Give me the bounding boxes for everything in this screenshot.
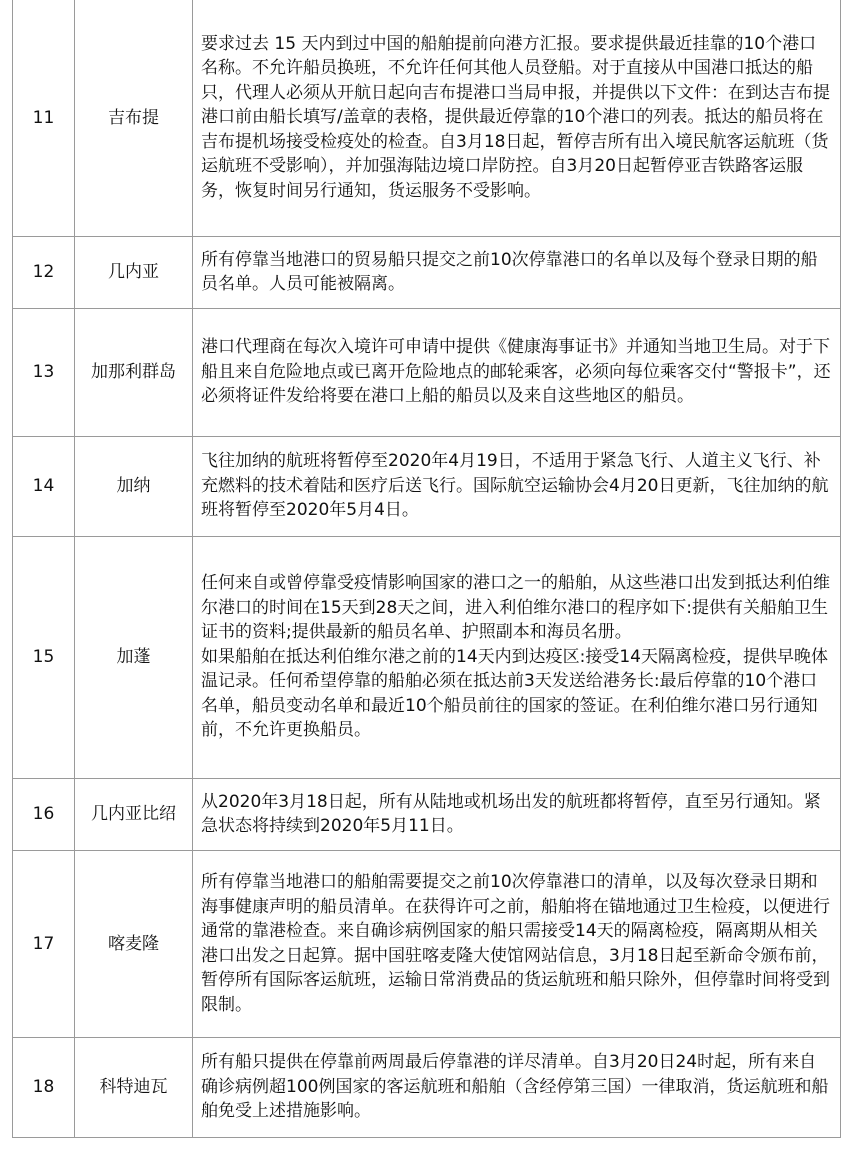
row-number: 15 xyxy=(13,537,75,779)
description-paragraph: 港口代理商在每次入境许可申请中提供《健康海事证书》并通知当地卫生局。对于下船且来自危险地点或已离开危险地点的邮轮乘客，必须向每位乘客交付“警报卡”，还必须将证件发给将要在港口上船的船员以及来自这些地区的船员。 xyxy=(201,337,831,407)
table-row xyxy=(13,437,841,537)
table-row xyxy=(13,779,841,851)
row-number: 17 xyxy=(13,851,75,1038)
description-paragraph: 如果船舶在抵达利伯维尔港之前的14天内到达疫区:接受14天隔离检疫，提供早晚体温记录。任何希望停靠的船舶必须在抵达前3天发送给港务长:最后停靠的10个港口名单，船员变动名单和最近10个船员前往的国家的签证。在利伯维尔港口另行通知前，不允许更换船员。 xyxy=(201,646,828,741)
measure-description xyxy=(193,237,841,309)
description-paragraph: 飞往加纳的航班将暂停至2020年4月19日，不适用于紧急飞行、人道主义飞行、补充燃料的技术着陆和医疗后送飞行。国际航空运输协会4月20日更新，飞往加纳的航班将暂停至2020年5月4日。 xyxy=(201,451,829,521)
description-paragraph: 所有停靠当地港口的船舶需要提交之前10次停靠港口的清单，以及每次登录日期和海事健康声明的船员清单。在获得许可之前，船舶将在锚地通过卫生检疫，以便进行通常的靠港检查。来自确诊病例国家的船只需接受14天的隔离检疫，隔离期从相关港口出发之日起算。据中国驻喀麦隆大使馆网站信息，3月18日起至新命令颁布前，暂停所有国际客运航班，运输日常消费品的货运航班和船只除外，但停靠时间将受到限制。 xyxy=(201,872,830,1015)
measure-description xyxy=(193,309,841,437)
table-row xyxy=(13,309,841,437)
country-name: 喀麦隆 xyxy=(75,851,193,1038)
country-name: 几内亚比绍 xyxy=(75,779,193,851)
table-row xyxy=(13,237,841,309)
country-name: 科特迪瓦 xyxy=(75,1038,193,1138)
row-number: 16 xyxy=(13,779,75,851)
measure-description xyxy=(193,537,841,779)
row-number: 13 xyxy=(13,309,75,437)
description-paragraph: 从2020年3月18日起，所有从陆地或机场出发的航班都将暂停，直至另行通知。紧急状态将持续到2020年5月11日。 xyxy=(201,791,821,836)
measure-description xyxy=(193,437,841,537)
table-row xyxy=(13,0,841,237)
country-name: 加纳 xyxy=(75,437,193,537)
measure-description xyxy=(193,851,841,1038)
table-row xyxy=(13,1038,841,1138)
description-paragraph: 所有船只提供在停靠前两周最后停靠港的详尽清单。自3月20日24时起，所有来自确诊病例超100例国家的客运航班和船舶（含经停第三国）一律取消，货运航班和船舶免受上述措施影响。 xyxy=(201,1052,829,1122)
measure-description xyxy=(193,779,841,851)
row-number: 11 xyxy=(13,0,75,237)
measure-description xyxy=(193,1038,841,1138)
table-row xyxy=(13,537,841,779)
measure-description xyxy=(193,0,841,237)
description-paragraph: 任何来自或曾停靠受疫情影响国家的港口之一的船舶，从这些港口出发到抵达利伯维尔港口的时间在15天到28天之间，进入利伯维尔港口的程序如下:提供有关船舶卫生证书的资料;提供最新的船员名单、护照副本和海员名册。 xyxy=(201,573,830,643)
row-number: 14 xyxy=(13,437,75,537)
description-paragraph: 要求过去 15 天内到过中国的船舶提前向港方汇报。要求提供最近挂靠的10个港口名称。不允许船员换班，不允许任何其他人员登船。对于直接从中国港口抵达的船只，代理人必须从开航日起向吉布提港口当局申报，并提供以下文件：在到达吉布提港口前由船长填写/盖章的表格，提供最近停靠的10个港口的列表。抵达的船员将在吉布提机场接受检疫处的检查。自3月18日起，暂停吉所有出入境民航客运航班（货运航班不受影响），并加强海陆边境口岸防控。自3月20日起暂停亚吉铁路客运服务，恢复时间另行通知，货运服务不受影响。 xyxy=(201,33,830,201)
country-measures-table xyxy=(12,0,841,1138)
country-name: 加蓬 xyxy=(75,537,193,779)
country-name: 几内亚 xyxy=(75,237,193,309)
row-number: 12 xyxy=(13,237,75,309)
row-number: 18 xyxy=(13,1038,75,1138)
description-paragraph: 所有停靠当地港口的贸易船只提交之前10次停靠港口的名单以及每个登录日期的船员名单。人员可能被隔离。 xyxy=(201,249,818,294)
table-row xyxy=(13,851,841,1038)
country-name: 加那利群岛 xyxy=(75,309,193,437)
country-name: 吉布提 xyxy=(75,0,193,237)
